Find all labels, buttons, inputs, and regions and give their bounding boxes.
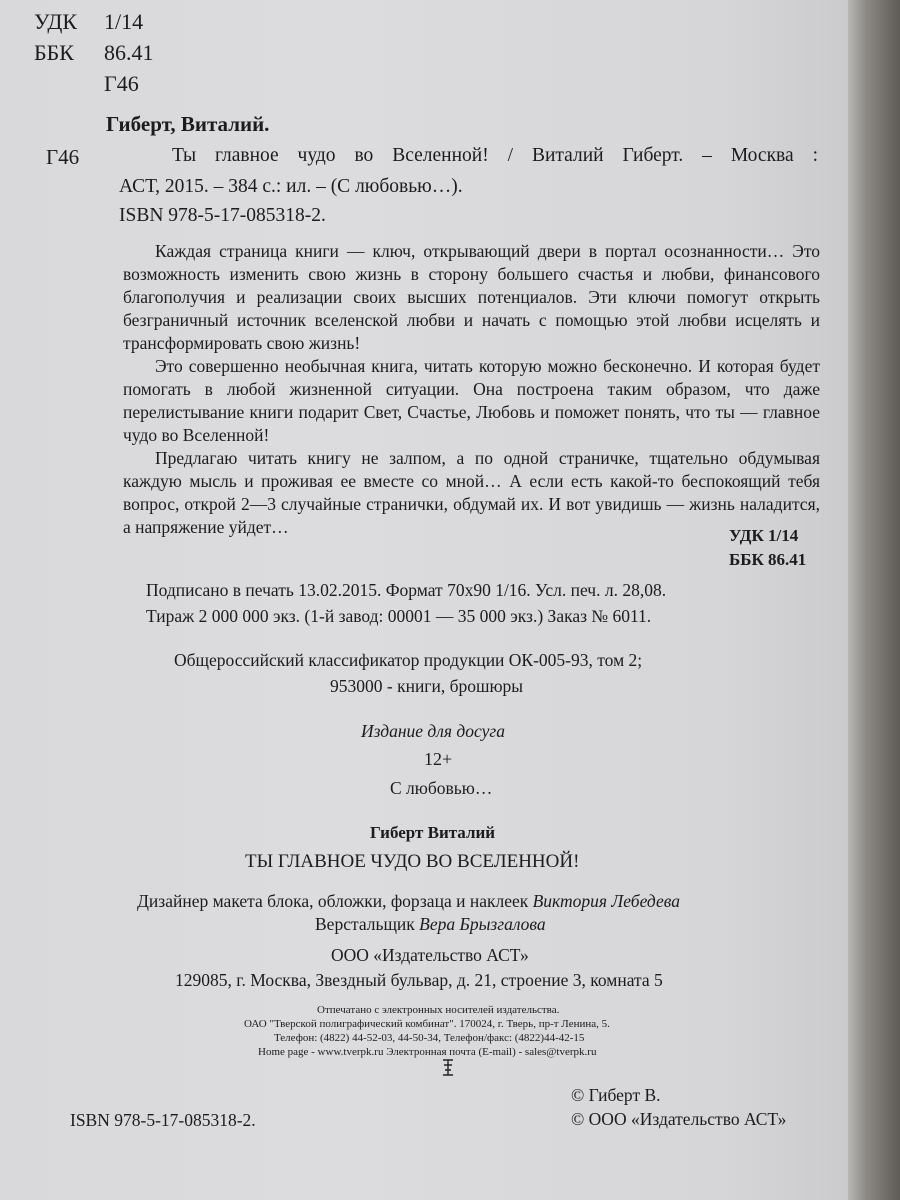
biblio-author: Гиберт, Виталий. — [106, 112, 270, 136]
publisher-address: 129085, г. Москва, Звездный бульвар, д. 21, строение 3, комната 5 — [175, 970, 663, 990]
print-line-1: Подписано в печать 13.02.2015. Формат 70х90 1/16. Усл. печ. л. 28,08. — [146, 580, 667, 600]
biblio-line1: Ты главное чудо во Вселенной! / Виталий Гиберт. – Москва : — [172, 145, 818, 166]
book-edge — [848, 0, 900, 1200]
printer-line-4: Home page - www.tverpk.ru Электронная почта (E-mail) - sales@tverpk.ru — [258, 1046, 597, 1058]
udk-label: УДК — [34, 9, 78, 34]
copyright-author: © Гиберт В. — [571, 1085, 661, 1105]
publisher-name: ООО «Издательство АСТ» — [331, 945, 529, 965]
printer-line-3: Телефон: (4822) 44-52-03, 44-50-34, Телефон/факс: (4822)44-42-15 — [274, 1032, 585, 1044]
bbk-value: 86.41 — [104, 40, 154, 65]
abstract-paragraph-3: Предлагаю читать книгу не залпом, а по одной страничке, тщательно обдумывая каждую мысль и проживая ее вместе со мной… А если есть какой-то беспокоящий тебя вопрос, открой 2—3 случайные странички, обдумай их. И вот увидишь — жизнь наладится, а напряжение уйдет… — [123, 448, 820, 537]
layout-label: Верстальщик — [315, 914, 420, 934]
edition-note: Издание для досуга — [361, 721, 505, 741]
okp-line-2: 953000 - книги, брошюры — [330, 676, 524, 696]
biblio-side-mark: Г46 — [46, 145, 80, 169]
footer-isbn: ISBN 978-5-17-085318-2. — [70, 1110, 256, 1130]
class-bbk: ББК 86.41 — [729, 550, 807, 569]
abstract — [123, 240, 820, 539]
printer-line-2: ОАО "Тверской полиграфический комбинат". 170024, г. Тверь, пр-т Ленина, 5. — [244, 1018, 610, 1030]
author-mark: Г46 — [104, 71, 139, 96]
okp-line-1: Общероссийский классификатор продукции ОК-005-93, том 2; — [174, 650, 643, 670]
bbk-label: ББК — [34, 40, 74, 65]
layout-name: Вера Брызгалова — [419, 914, 546, 934]
udk-value: 1/14 — [104, 9, 144, 34]
abstract-paragraph-1: Каждая страница книги — ключ, открывающий двери в портал осознанности… Это возможность изменить свою жизнь в сторону большего счастья и любви, финансового благополучия и реализации своих высших потенциалов. Эти ключи помогут открыть безграничный источник вселенской любви и начать с помощью этой любви исцелять и трансформировать свою жизнь! — [123, 241, 820, 353]
designer-credit — [137, 891, 680, 912]
imprint-author: Гиберт Виталий — [370, 823, 496, 842]
copyright-publisher: © ООО «Издательство АСТ» — [571, 1109, 787, 1129]
print-line-2: Тираж 2 000 000 экз. (1-й завод: 00001 — 35 000 экз.) Заказ № 6011. — [146, 606, 652, 626]
layout-credit — [315, 914, 546, 935]
series-name: С любовью… — [390, 778, 493, 798]
biblio-line2: АСТ, 2015. – 384 с.: ил. – (С любовью…). — [119, 176, 463, 197]
designer-name: Виктория Лебедева — [532, 891, 680, 911]
biblio-isbn: ISBN 978-5-17-085318-2. — [119, 205, 326, 226]
printer-logo-icon — [441, 1059, 455, 1077]
class-udk: УДК 1/14 — [729, 526, 799, 545]
age-rating: 12+ — [424, 749, 453, 769]
imprint-title: ТЫ ГЛАВНОЕ ЧУДО ВО ВСЕЛЕННОЙ! — [245, 851, 580, 872]
designer-label: Дизайнер макета блока, обложки, форзаца и наклеек — [137, 891, 533, 911]
abstract-paragraph-2: Это совершенно необычная книга, читать которую можно бесконечно. И которая будет помогать в любой жизненной ситуации. Она построена таким образом, что даже перелистывание книги подарит Свет, Счастье, Любовь и поможет понять, что ты — главное чудо во Вселенной! — [123, 356, 820, 445]
printer-line-1: Отпечатано с электронных носителей издательства. — [317, 1004, 560, 1016]
